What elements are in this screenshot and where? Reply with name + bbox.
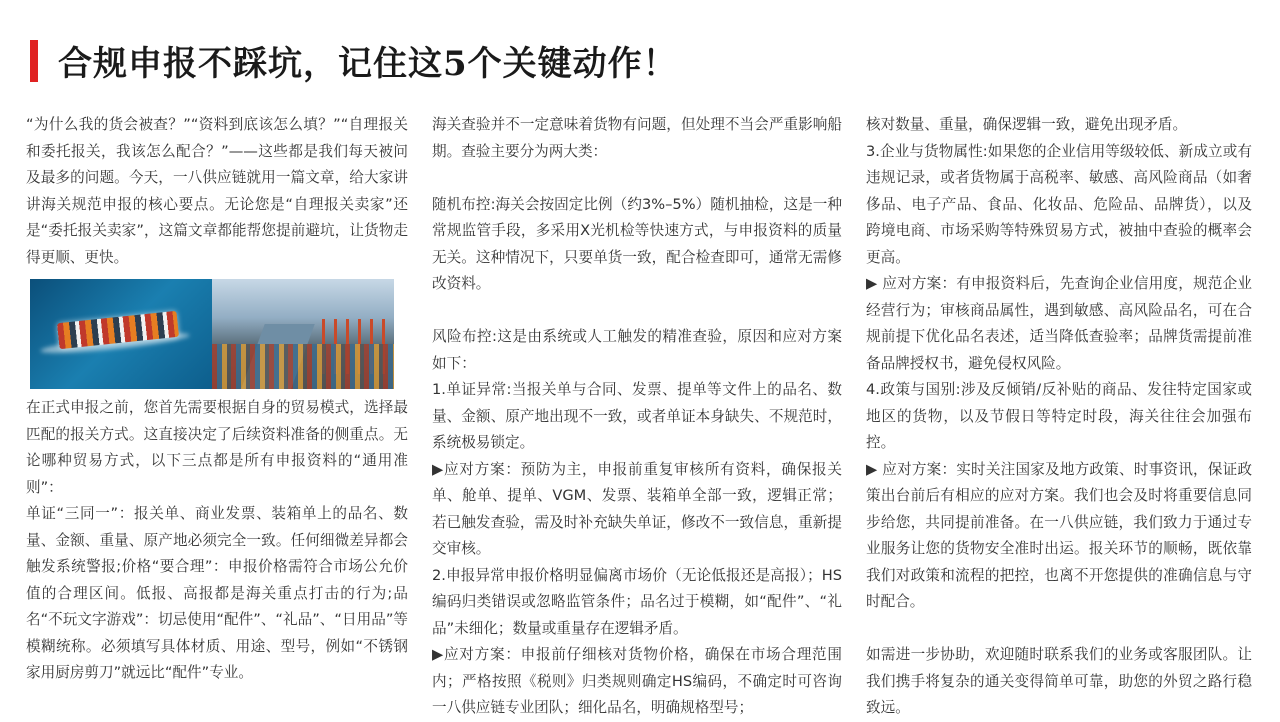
- paragraph-risk-control: 风险布控:这是由系统或人工触发的精准查验，原因和应对方案如下：: [432, 328, 842, 372]
- page-title: 合规申报不踩坑，记住这5个关键动作！: [58, 44, 678, 84]
- paragraph-declaration-anomaly: 2.申报异常申报价格明显偏离市场价（无论低报还是高报）；HS编码归类错误或忽略监管条件；品名过于模糊，如“配件”、“礼品”未细化；数量或重量存在逻辑矛盾。: [432, 566, 842, 637]
- paragraph-policy-country: 4.政策与国别:涉及反倾销/反补贴的商品、发往特定国家或地区的货物，以及节假日等特定时段，海关往往会加强布控。: [866, 381, 1252, 451]
- paragraph-solution-1: ▶应对方案：预防为主，申报前重复审核所有资料，确保报关单、舱单、提单、VGM、发票、装箱单全部一致，逻辑正常；若已触发查验，需及时补充缺失单证，修改不一致信息，重新提交审核。: [432, 460, 842, 557]
- paragraph-general-rules: 单证“三同一”：报关单、商业发票、装箱单上的品名、数量、金额、重量、原产地必须完全一致。任何细微差异都会触发系统警报;价格“要合理”：申报价格需符合市场公允价值的合理区间。低报、高报都是海关重点打击的行为;品名“不玩文字游戏”：切忌使用“配件”、“礼品”、“日用品”等模糊统称。必须填写具体材质、用途、型号，例如“不锈钢家用厨房剪刀”就远比“配件”专业。: [26, 505, 408, 681]
- paragraph-continuation: 核对数量、重量，确保逻辑一致，避免出现矛盾。: [866, 116, 1188, 133]
- paragraph-solution-4: ▶ 应对方案：实时关注国家及地方政策、时事资讯，保证政策出台前后有相应的应对方案。我们也会及时将重要信息同步给您，共同提前准备。在一八供应链，我们致力于通过专业服务让您的货物安全准时出运。报关环节的顺畅，既依靠我们对政策和流程的把控，也离不开您提供的准确信息与守时配合。: [866, 460, 1252, 610]
- paragraph-doc-anomaly: 1.单证异常:当报关单与合同、发票、提单等文件上的品名、数量、金额、原产地出现不一致，或者单证本身缺失、不规范时，系统极易锁定。: [432, 381, 842, 451]
- paragraph-contact: 如需进一步协助，欢迎随时联系我们的业务或客服团队。让我们携手将复杂的通关变得简单可靠，助您的外贸之路行稳致远。: [866, 646, 1252, 716]
- port-terminal-icon: [212, 279, 394, 389]
- paragraph-solution-2: ▶应对方案：申报前仔细核对货物价格，确保在市场合理范围内；严格按照《税则》归类规则确定HS编码，不确定时可咨询一八供应链专业团队；细化品名，明确规格型号；: [432, 646, 842, 716]
- column-3: [866, 112, 1252, 722]
- intro-paragraph: “为什么我的货会被查？”“资料到底该怎么填？”“自理报关和委托报关，我该怎么配合？”——这些都是我们每天被问及最多的问题。今天，一八供应链就用一篇文章，给大家讲讲海关规范申报的核心要点。无论您是“自理报关卖家”还是“委托报关卖家”，这篇文章都能帮您提前避坑，让货物走得更顺、更快。: [26, 116, 408, 266]
- paragraph-inspection-intro: 海关查验并不一定意味着货物有问题，但处理不当会严重影响船期。查验主要分为两大类：: [432, 116, 842, 160]
- cargo-ship-icon: [30, 279, 212, 389]
- column-2: [432, 112, 842, 722]
- hero-image: [30, 279, 394, 389]
- column-1: [26, 112, 408, 687]
- paragraph-random-control: 随机布控:海关会按固定比例（约3%–5%）随机抽检，这是一种常规监管手段，多采用X光机检等快速方式，与申报资料的质量无关。这种情况下，只要单货一致，配合检查即可，通常无需修改资料。: [432, 195, 842, 292]
- paragraph-declaration-mode: 在正式申报之前，您首先需要根据自身的贸易模式，选择最匹配的报关方式。这直接决定了后续资料准备的侧重点。无论哪种贸易方式，以下三点都是所有申报资料的“通用准则”：: [26, 399, 408, 496]
- paragraph-enterprise-attributes: 3.企业与货物属性:如果您的企业信用等级较低、新成立或有违规记录，或者货物属于高税率、敏感、高风险商品（如奢侈品、电子产品、食品、化妆品、危险品、品牌货），以及跨境电商、市场采购等特殊贸易方式，被抽中查验的概率会更高。: [866, 142, 1252, 266]
- title-accent-bar: [30, 40, 38, 82]
- paragraph-solution-3: ▶ 应对方案：有申报资料后，先查询企业信用度，规范企业经营行为；审核商品属性，遇到敏感、高风险品名，可在合规前提下优化品名表述，适当降低查验率；品牌货需提前准备品牌授权书，避免侵权风险。: [866, 275, 1252, 372]
